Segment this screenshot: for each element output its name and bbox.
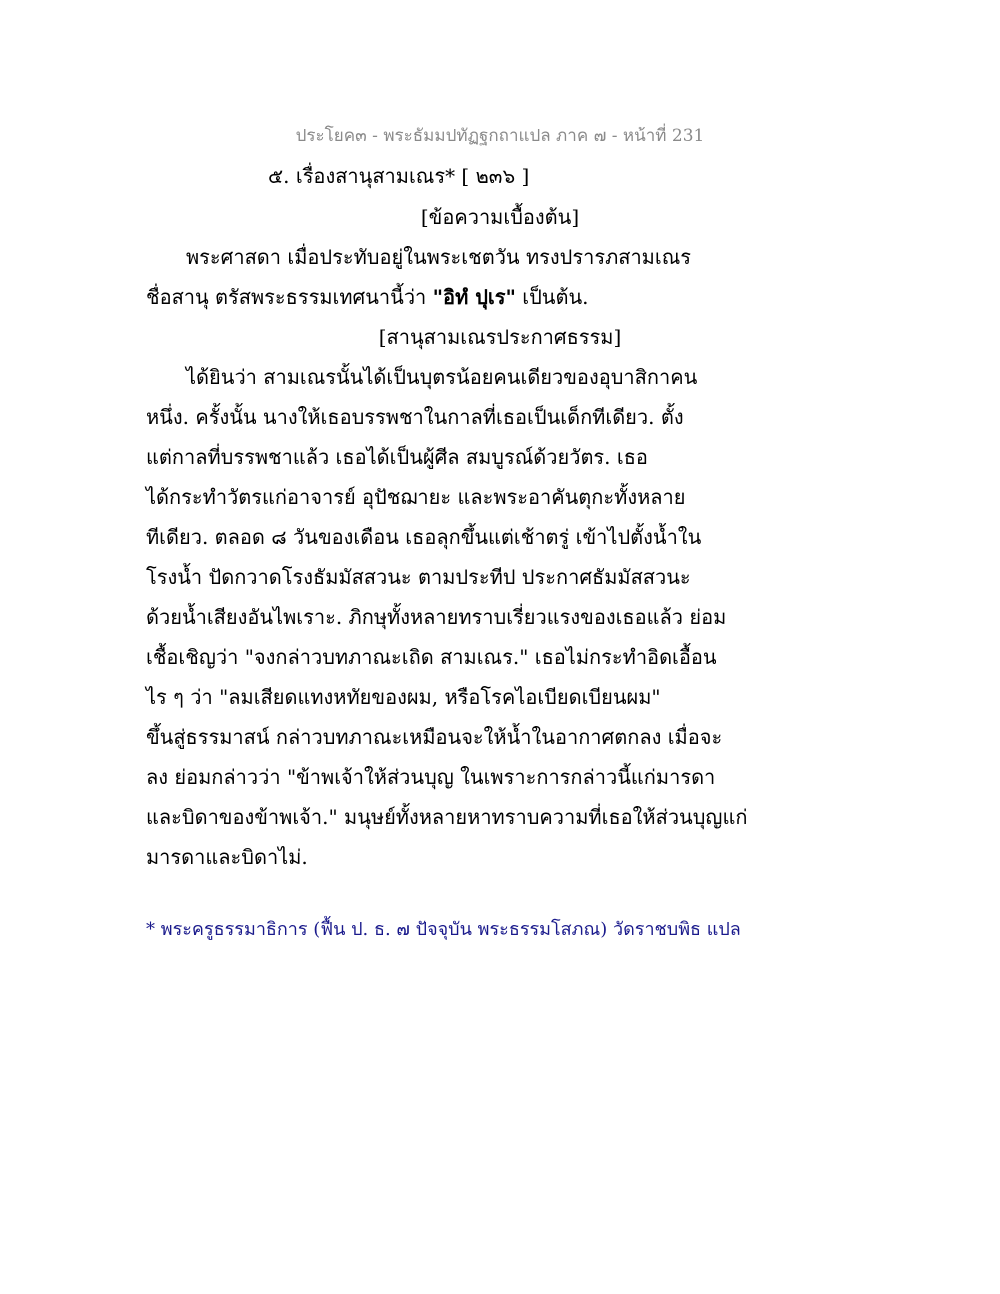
body-line: ได้ยินว่า สามเณรนั้นได้เป็นบุตรน้อยคนเดียวของอุบาสิกาคน <box>186 365 698 389</box>
body-line: ด้วยน้ำเสียงอันไพเราะ. ภิกษุทั้งหลายทราบเรี่ยวแรงของเธอแล้ว ย่อม <box>146 605 727 629</box>
body-line: หนึ่ง. ครั้งนั้น นางให้เธอบรรพชาในกาลที่เธอเป็นเด็กทีเดียว. ตั้ง <box>146 405 684 429</box>
body-line: โรงน้ำ ปัดกวาดโรงธัมมัสสวนะ ตามประทีป ประกาศธัมมัสสวนะ <box>146 565 691 589</box>
body-line: ทีเดียว. ตลอด ๘ วันของเดือน เธอลุกขึ้นแต่เช้าตรู่ เข้าไปตั้งน้ำใน <box>146 525 702 549</box>
section-heading-story: [สานุสามเณรประกาศธรรม] <box>378 325 622 349</box>
body-line: ลง ย่อมกล่าวว่า "ข้าพเจ้าให้ส่วนบุญ ในเพราะการกล่าวนี้แก่มารดา <box>146 765 716 789</box>
section-heading-opening: [ข้อความเบื้องต้น] <box>420 205 580 229</box>
verse-reference: "อิทํ ปุเร" <box>432 285 516 309</box>
footnote: * พระครูธรรมาธิการ (ฟื้น ป. ธ. ๗ ปัจจุบัน พระธรรมโสภณ) วัดราชบพิธ แปล <box>146 919 741 940</box>
body-line: มารดาและบิดาไม่. <box>146 845 308 869</box>
opening-line <box>146 281 589 313</box>
opening-line: พระศาสดา เมื่อประทับอยู่ในพระเชตวัน ทรงปรารภสามเณร <box>186 245 691 269</box>
opening-text: เป็นต้น. <box>515 285 589 309</box>
opening-text: ชื่อสานุ ตรัสพระธรรมเทศนานี้ว่า <box>146 285 433 309</box>
story-title: ๕. เรื่องสานุสามเณร* [ ๒๓๖ ] <box>268 164 530 188</box>
body-line: และบิดาของข้าพเจ้า." มนุษย์ทั้งหลายหาทราบความที่เธอให้ส่วนบุญแก่ <box>146 805 748 829</box>
body-line: เชื้อเชิญว่า "จงกล่าวบทภาณะเถิด สามเณร." เธอไม่กระทำอิดเอื้อน <box>146 645 717 669</box>
body-line: ขึ้นสู่ธรรมาสน์ กล่าวบทภาณะเหมือนจะให้น้ำในอากาศตกลง เมื่อจะ <box>146 725 723 749</box>
body-line: แต่กาลที่บรรพชาแล้ว เธอได้เป็นผู้ศีล สมบูรณ์ด้วยวัตร. เธอ <box>146 445 648 469</box>
page-header: ประโยค๓ - พระธัมมปทัฏฐกถาแปล ภาค ๗ - หน้าที่ 231 <box>295 126 705 146</box>
body-line: ได้กระทำวัตรแก่อาจารย์ อุปัชฌายะ และพระอาคันตุกะทั้งหลาย <box>146 485 686 509</box>
body-line: ไร ๆ ว่า "ลมเสียดแทงหทัยของผม, หรือโรคไอเบียดเบียนผม" <box>146 685 661 709</box>
